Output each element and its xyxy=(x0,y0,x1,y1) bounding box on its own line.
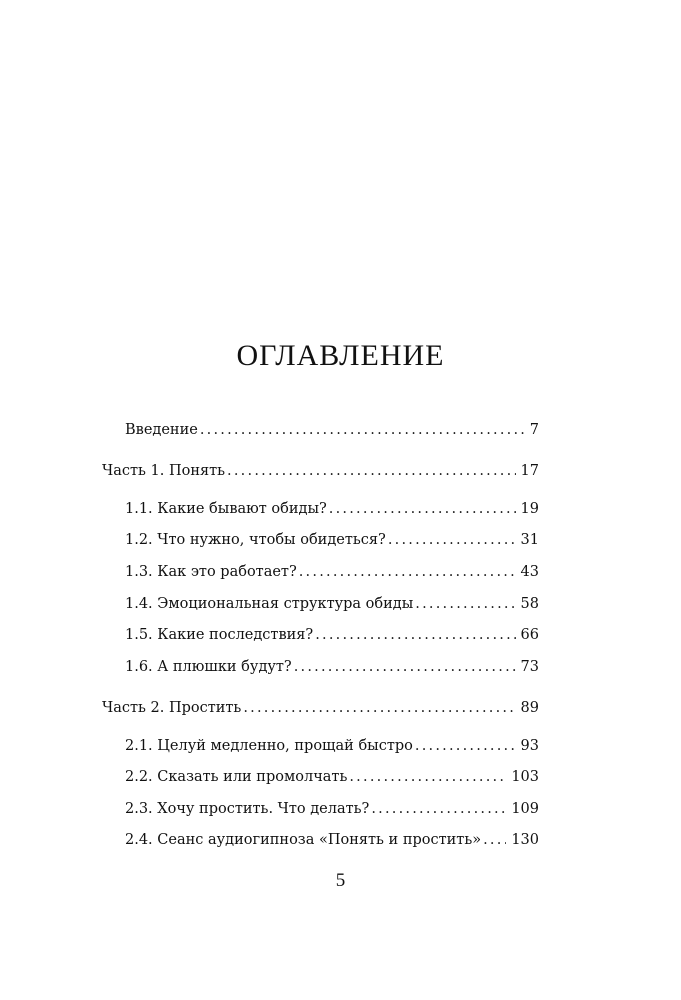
leader-dots xyxy=(227,461,516,481)
leader-dots xyxy=(349,767,506,787)
toc-entry-label: 1.6. А плюшки будут? xyxy=(125,659,292,675)
leader-dots xyxy=(294,657,516,677)
toc-entry-page: 89 xyxy=(520,700,539,716)
toc-entry-label: 1.5. Какие последствия? xyxy=(125,627,314,643)
toc-entry-2-4[interactable] xyxy=(125,830,539,850)
toc-heading: ОГЛАВЛЕНИЕ xyxy=(236,339,445,372)
leader-dots xyxy=(315,625,515,645)
toc-entry-page: 19 xyxy=(520,501,539,517)
leader-dots xyxy=(200,420,525,440)
leader-dots xyxy=(371,799,506,819)
toc-entry-label: 2.2. Сказать или промолчать xyxy=(125,769,348,785)
toc-entry-1-6[interactable] xyxy=(125,657,539,677)
toc-entry-label: 1.3. Как это работает? xyxy=(125,564,297,580)
leader-dots xyxy=(483,830,506,850)
toc-entry-label: 1.1. Какие бывают обиды? xyxy=(125,501,327,517)
toc-entry-label: 2.1. Целуй медленно, прощай быстро xyxy=(125,738,413,754)
leader-dots xyxy=(243,698,515,718)
toc-entry-1-2[interactable] xyxy=(125,530,539,550)
toc-entry-1-4[interactable] xyxy=(125,594,539,614)
toc-entry-page: 7 xyxy=(529,422,539,438)
toc-entry-page: 66 xyxy=(520,627,539,643)
leader-dots xyxy=(415,594,515,614)
leader-dots xyxy=(415,736,516,756)
toc-entry-part-1[interactable] xyxy=(102,461,539,481)
toc-entry-label: Часть 1. Понять xyxy=(102,463,226,479)
toc-entry-label: Введение xyxy=(125,422,198,438)
toc-entry-label: 1.2. Что нужно, чтобы обидеться? xyxy=(125,532,386,548)
toc-entry-page: 31 xyxy=(520,532,539,548)
toc-entry-1-1[interactable] xyxy=(125,499,539,519)
toc-entry-1-5[interactable] xyxy=(125,625,539,645)
toc-entry-2-2[interactable] xyxy=(125,767,539,787)
toc-entry-2-1[interactable] xyxy=(125,736,539,756)
toc-entry-label: 2.4. Сеанс аудиогипноза «Понять и простить» xyxy=(125,832,482,848)
toc-entry-part-2[interactable] xyxy=(102,698,539,718)
toc-entry-1-3[interactable] xyxy=(125,562,539,582)
toc-entry-page: 109 xyxy=(511,801,539,817)
toc-entry-page: 103 xyxy=(511,769,539,785)
toc-entry-page: 43 xyxy=(520,564,539,580)
page-number: 5 xyxy=(335,870,346,891)
leader-dots xyxy=(388,530,516,550)
toc-entry-label: 2.3. Хочу простить. Что делать? xyxy=(125,801,370,817)
toc-entry-label: 1.4. Эмоциональная структура обиды xyxy=(125,596,414,612)
toc-entry-2-3[interactable] xyxy=(125,799,539,819)
toc-entry-page: 58 xyxy=(520,596,539,612)
toc-entry-page: 73 xyxy=(520,659,539,675)
toc-entry-page: 130 xyxy=(511,832,539,848)
toc-entry-page: 93 xyxy=(520,738,539,754)
toc-entry-page: 17 xyxy=(520,463,539,479)
leader-dots xyxy=(299,562,516,582)
leader-dots xyxy=(329,499,516,519)
toc-entry-label: Часть 2. Простить xyxy=(102,700,242,716)
toc-entry-introduction[interactable] xyxy=(125,420,539,440)
